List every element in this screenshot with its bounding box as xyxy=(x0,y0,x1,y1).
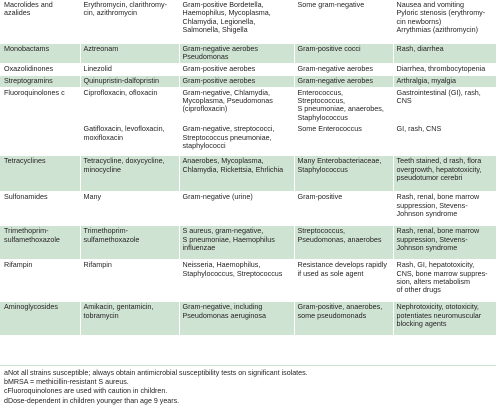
table-cell xyxy=(80,192,179,226)
table-cell xyxy=(179,63,294,75)
cell-text: Rash, diarrhea xyxy=(396,43,444,53)
cell-text: sulfamethoxazole xyxy=(83,234,140,244)
cell-text: S aureus, gram-negative, xyxy=(182,226,264,236)
cell-text: Johnson syndrome xyxy=(396,208,458,218)
cell-text: Chlamydia, Rickettsia, Ehrlichia xyxy=(182,164,284,174)
table-cell xyxy=(80,43,179,63)
cell-text: Some Enterococcus xyxy=(297,124,362,134)
cell-text: Nephrotoxicity, ototoxicity, xyxy=(396,302,479,312)
cell-text: some pseudomonads xyxy=(297,310,367,320)
cell-text: Tetracyclines xyxy=(4,156,46,166)
cell-text: Some gram-negative xyxy=(297,0,365,9)
cell-text: Rifampin xyxy=(83,260,112,270)
cell-text: S pneumoniae, anaerobes, xyxy=(297,104,384,114)
cell-text: Arthralgia, myalgia xyxy=(396,75,457,85)
cell-text: Gram-positive cocci xyxy=(297,43,361,53)
table-cell xyxy=(294,260,393,302)
cell-text: sion, alters metabolism xyxy=(396,276,470,286)
cell-text: cin, azithromycin xyxy=(83,8,138,18)
cell-text: Sulfonamides xyxy=(4,192,48,202)
cell-text: Staphylococcus xyxy=(297,112,348,122)
table-cell xyxy=(294,156,393,192)
table-row xyxy=(0,75,496,87)
table-cell xyxy=(393,156,496,192)
table-cell xyxy=(179,75,294,87)
table-cell xyxy=(393,43,496,63)
table-cell xyxy=(294,124,393,156)
cell-text: pseudotumor cerebri xyxy=(396,172,463,182)
cell-text: Erythromycin, clarithromy- xyxy=(83,0,167,9)
cell-text: cin newborns) xyxy=(396,16,442,26)
cell-text: blocking agents xyxy=(396,318,447,328)
cell-text: Gram-positive xyxy=(297,192,343,202)
cell-text: GI, rash, CNS xyxy=(396,124,442,134)
cell-text: Gram-negative, Chlamydia, xyxy=(182,87,270,97)
cell-text: overgrowth, hepatotoxicity, xyxy=(396,164,482,174)
table-cell xyxy=(393,75,496,87)
table-cell xyxy=(80,302,179,336)
cell-text: Fluoroquinolones c xyxy=(4,87,65,97)
cell-text: Gram-negative (urine) xyxy=(182,192,253,202)
cell-text: Pyloric stenosis (erythromy- xyxy=(396,8,486,18)
table-cell xyxy=(294,63,393,75)
table-cell xyxy=(0,260,80,302)
table-row xyxy=(0,63,496,75)
cell-text: Anaerobes, Mycoplasma, xyxy=(182,156,264,166)
footnote-c: cFluoroquinolones are used with caution in children. xyxy=(4,387,168,396)
cell-text: Trimethoprim- xyxy=(4,226,49,236)
cell-text: Quinupristin-dalfopristin xyxy=(83,75,160,85)
table-cell xyxy=(294,0,393,43)
cell-text: Many Enterobacteriaceae, xyxy=(297,156,382,166)
table-cell xyxy=(393,260,496,302)
cell-text: Diarrhea, thrombocytopenia xyxy=(396,63,486,73)
footnote-b: bMRSA = methicillin-resistant S aureus. xyxy=(4,378,129,387)
cell-text: Macrolides and xyxy=(4,0,53,9)
cell-text: of other drugs xyxy=(396,285,441,295)
table-cell xyxy=(294,75,393,87)
table-cell xyxy=(294,302,393,336)
cell-text: Arrythmias (azithromycin) xyxy=(396,25,478,35)
cell-text: Enterococcus, Streptococcus, xyxy=(297,87,346,105)
cell-text: Gatifloxacin, levofloxacin, xyxy=(83,124,165,134)
cell-text: Many xyxy=(83,192,102,202)
cell-text: Salmonella, Shigella xyxy=(182,25,248,35)
cell-text: Gastrointestinal (GI), rash, xyxy=(396,87,481,97)
cell-text: Amikacin, gentamicin, xyxy=(83,302,154,312)
table-cell xyxy=(179,43,294,63)
table-cell xyxy=(0,302,80,336)
cell-text: Pseudomonas aeruginosa xyxy=(182,310,267,320)
cell-text: Rash, renal, bone marrow xyxy=(396,226,480,236)
cell-text: Pseudomonas xyxy=(182,51,229,61)
table-row xyxy=(0,43,496,63)
cell-text: Rash, GI, hepatotoxicity, xyxy=(396,260,475,270)
table-cell xyxy=(393,226,496,260)
table-cell xyxy=(294,226,393,260)
footnote-d: dDose-dependent in children younger than age 9 years. xyxy=(4,396,180,405)
table-row xyxy=(0,192,496,226)
table-row xyxy=(0,0,496,43)
cell-text: Teeth stained, d rash, flora xyxy=(396,156,482,166)
table-cell xyxy=(80,75,179,87)
cell-text: Gram-negative aerobes xyxy=(297,75,374,85)
table-cell xyxy=(393,87,496,124)
table-cell xyxy=(393,0,496,43)
table-cell xyxy=(0,75,80,87)
footnote-a: aNot all strains susceptible; always obtain antimicrobial susceptibility tests on significant isolates. xyxy=(4,369,308,377)
cell-text: Gram-negative, streptococci, xyxy=(182,124,275,134)
table-row xyxy=(0,260,496,302)
table-cell xyxy=(0,63,80,75)
table-cell xyxy=(80,0,179,43)
table-cell xyxy=(393,302,496,336)
cell-text: Mycoplasma, Pseudomonas xyxy=(182,95,273,105)
cell-text: Trimethoprim- xyxy=(83,226,128,236)
table-cell xyxy=(80,156,179,192)
cell-text: Streptococcus pneumoniae, xyxy=(182,132,272,142)
cell-text: Gram-positive aerobes xyxy=(182,75,256,85)
cell-text: CNS, bone marrow suppres- xyxy=(396,268,488,278)
cell-text: (ciprofloxacin) xyxy=(182,104,228,114)
table-cell xyxy=(179,192,294,226)
cell-text: Chlamydia, Legionella, xyxy=(182,16,256,26)
cell-text: Gram-negative, including xyxy=(182,302,263,312)
table-cell xyxy=(0,0,80,43)
cell-text: Staphylococcus, Streptococcus xyxy=(182,268,283,278)
cell-text: Gram-positive aerobes xyxy=(182,63,256,73)
footnote-divider xyxy=(0,365,496,366)
table-cell xyxy=(179,260,294,302)
cell-text: Pseudomonas, anaerobes xyxy=(297,234,382,244)
cell-text: Gram-positive, anaerobes, xyxy=(297,302,383,312)
cell-text: minocycline xyxy=(83,164,122,174)
table-row xyxy=(0,156,496,192)
cell-text: potentiates neuromuscular xyxy=(396,310,482,320)
cell-text: staphylococci xyxy=(182,140,226,150)
cell-text: suppression, Stevens- xyxy=(396,200,468,210)
table-row xyxy=(0,226,496,260)
table-cell xyxy=(294,87,393,124)
cell-text: Johnson syndrome xyxy=(396,242,458,252)
table-cell xyxy=(294,192,393,226)
table-cell xyxy=(0,87,80,124)
table-cell xyxy=(179,87,294,124)
table-cell xyxy=(179,0,294,43)
cell-text: S pneumoniae, Haemophilus xyxy=(182,234,275,244)
cell-text: Oxazolidinones xyxy=(4,63,54,73)
cell-text: suppression, Stevens- xyxy=(396,234,468,244)
cell-text: Haemophilus, Mycoplasma, xyxy=(182,8,271,18)
table-cell xyxy=(0,124,80,156)
table-cell xyxy=(80,226,179,260)
table-cell xyxy=(0,43,80,63)
cell-text: Rash, renal, bone marrow xyxy=(396,192,480,202)
cell-text: moxifloxacin xyxy=(83,132,124,142)
cell-text: CNS xyxy=(396,95,412,105)
cell-text: Nausea and vomiting xyxy=(396,0,465,9)
table-cell xyxy=(80,87,179,124)
cell-text: Gram-negative aerobes xyxy=(182,43,259,53)
table-cell xyxy=(393,124,496,156)
cell-text: Streptogramins xyxy=(4,75,53,85)
cell-text: Linezolid xyxy=(83,63,112,73)
cell-text: sulfamethoxazole xyxy=(4,234,60,244)
table-cell xyxy=(0,192,80,226)
cell-text: Rifampin xyxy=(4,260,33,270)
cell-text: Monobactams xyxy=(4,43,50,53)
cell-text: if used as sole agent xyxy=(297,268,364,278)
cell-text: Gram-positive Bordetella, xyxy=(182,0,264,9)
table-cell xyxy=(80,63,179,75)
cell-text: Aztreonam xyxy=(83,43,119,53)
table-cell xyxy=(80,260,179,302)
cell-text: Staphylococcus xyxy=(297,164,348,174)
table-cell xyxy=(179,226,294,260)
cell-text: Aminoglycosides xyxy=(4,302,58,312)
table-cell xyxy=(393,63,496,75)
table-cell xyxy=(179,302,294,336)
cell-text: azalides xyxy=(4,8,31,18)
cell-text: influenzae xyxy=(182,242,216,252)
table-cell xyxy=(393,192,496,226)
table-cell xyxy=(294,43,393,63)
table-cell xyxy=(179,124,294,156)
table-cell xyxy=(0,226,80,260)
table-cell xyxy=(80,124,179,156)
table-row xyxy=(0,302,496,336)
cell-text: Neisseria, Haemophilus, xyxy=(182,260,261,270)
table-row xyxy=(0,124,496,156)
table-cell xyxy=(179,156,294,192)
cell-text: Tetracycline, doxycycline, xyxy=(83,156,165,166)
cell-text: Resistance develops rapidly xyxy=(297,260,387,270)
footnotes xyxy=(4,369,492,406)
cell-text: tobramycin xyxy=(83,310,119,320)
cell-text: Gram-negative aerobes xyxy=(297,63,374,73)
table-row xyxy=(0,87,496,124)
cell-text: Streptococcus, xyxy=(297,226,346,236)
table-cell xyxy=(0,156,80,192)
cell-text: Ciprofloxacin, ofloxacin xyxy=(83,87,158,97)
